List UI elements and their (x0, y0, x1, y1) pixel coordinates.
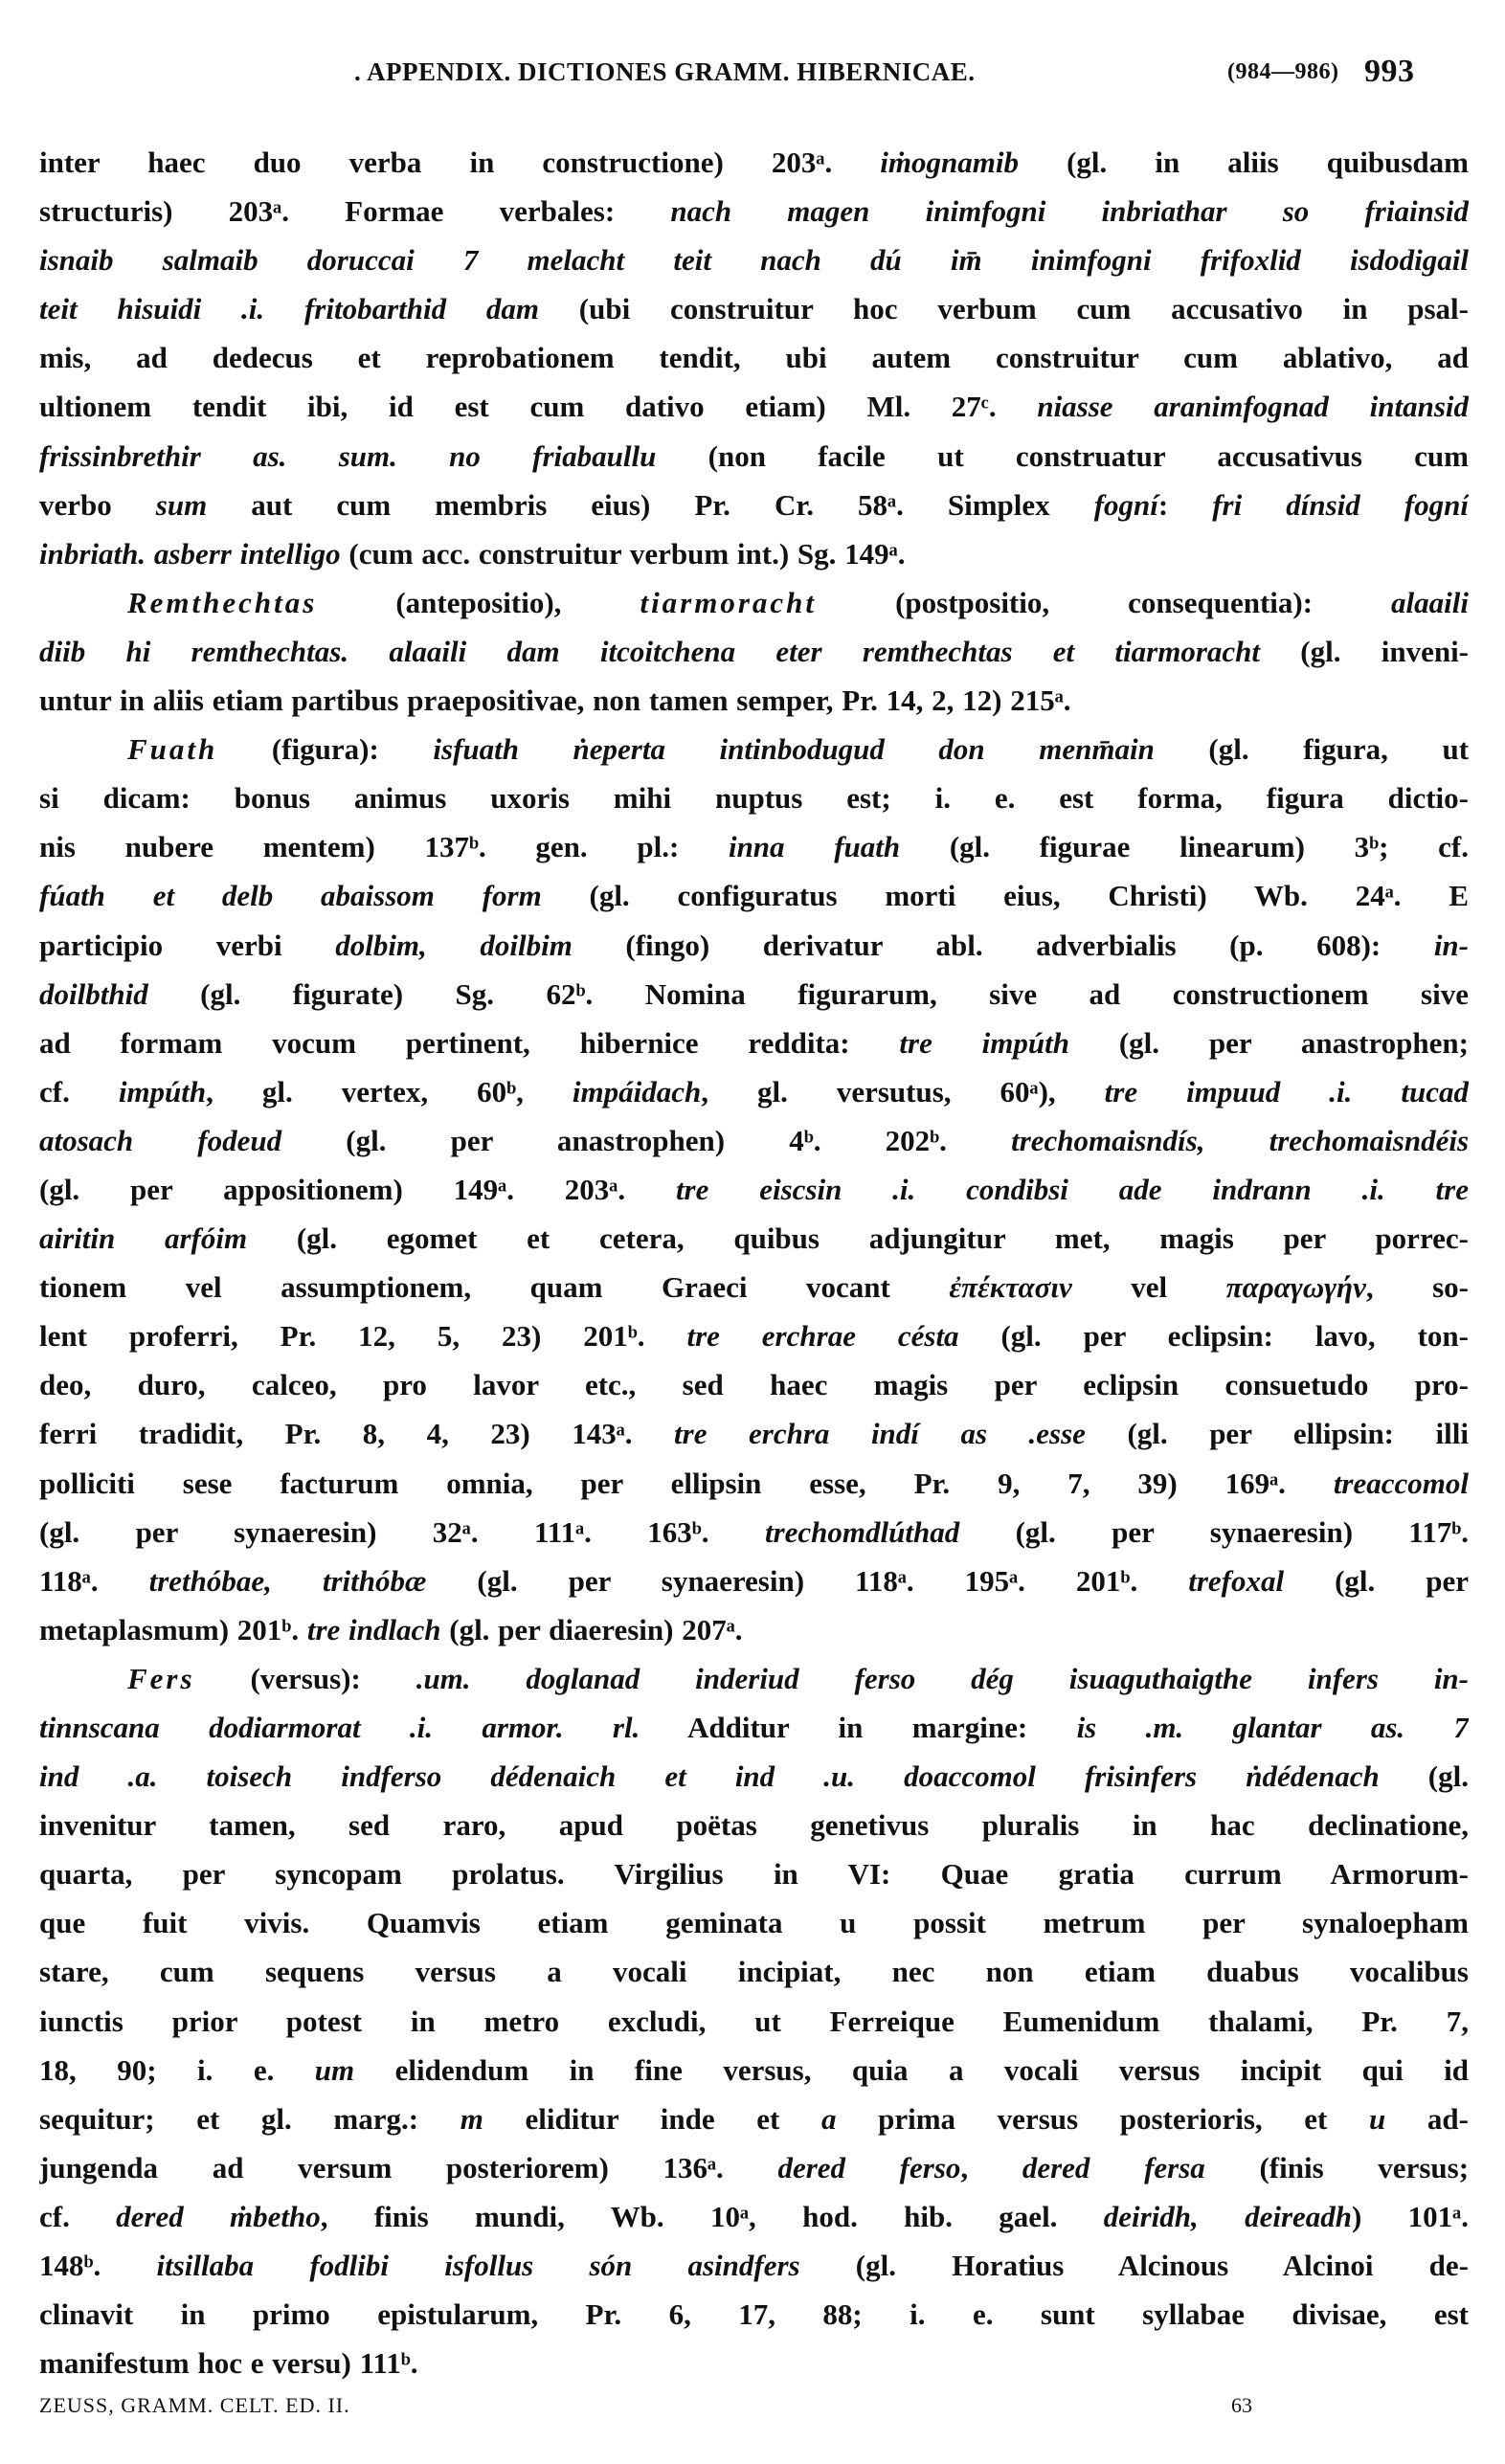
latin-text: jungenda ad versum posteriorem) 136ᵃ. (39, 2150, 778, 2184)
irish-term: dolbim, doilbim (335, 928, 573, 962)
text-line (39, 1947, 1469, 1996)
irish-term: a (820, 2101, 837, 2136)
irish-term: m (460, 2101, 483, 2136)
latin-text: lent proferri, Pr. 12, 5, 23) 201ᵇ. (39, 1319, 687, 1354)
irish-term: tre erchrae césta (686, 1319, 959, 1354)
text-line (39, 432, 1469, 481)
text-line (39, 187, 1469, 235)
text-line (39, 1116, 1469, 1165)
text-line (39, 1214, 1469, 1263)
latin-text: : (1157, 487, 1213, 522)
irish-term: trechomaisndís, trechomaisndéis (1011, 1123, 1469, 1157)
latin-text: , gl. versutus, 60ᵃ), (701, 1074, 1105, 1109)
text-line (39, 871, 1469, 920)
latin-text: (gl. configuratus morti eius, Christi) Wb. 24ᵃ. E (541, 879, 1469, 913)
text-line (39, 481, 1469, 529)
latin-text: 148ᵇ. (39, 2249, 157, 2283)
latin-text: ad formam vocum pertinent, hibernice reddita: (39, 1025, 900, 1060)
irish-term: inna fuath (728, 830, 901, 864)
text-line (39, 2143, 1469, 2192)
irish-term: teit hisuidi .i. fritobarthid dam (39, 292, 540, 326)
irish-term: trethóbae, trithóbæ (148, 1563, 427, 1598)
latin-text: cf. (39, 2199, 117, 2233)
latin-text: stare, cum sequens versus a vocali incipiat, nec non etiam duabus vocalibus (39, 1955, 1469, 1989)
irish-term: inbriath. asberr intelligo (39, 536, 341, 571)
section-range: (984—986) (1227, 59, 1339, 84)
latin-text: si dicam: bonus animus uxoris mihi nuptus est; i. e. est forma, figura dictio- (39, 781, 1469, 816)
text-line (39, 1849, 1469, 1898)
text-line (39, 2094, 1469, 2143)
latin-text: (cum acc. construitur verbum int.) Sg. 149ᵃ. (340, 536, 906, 571)
irish-term: deiridh, deireadh (1103, 2199, 1353, 2233)
latin-text: (gl. per ellipsin: illi (1085, 1417, 1469, 1451)
text-line (39, 529, 1469, 578)
latin-text: (gl. Horatius Alcinous Alcinoi de- (799, 2249, 1469, 2283)
text-line (39, 2046, 1469, 2094)
text-line (39, 1459, 1469, 1508)
irish-term: doilbthid (39, 976, 148, 1011)
footer-title: ZEUSS, GRAMM. CELT. ED. II. (39, 2393, 350, 2417)
irish-term: iṁognamib (880, 146, 1019, 179)
irish-term: isnaib salmaib doruccai 7 melacht teit nach dú im̄ inimfogni frifoxlid isdodigail (39, 243, 1469, 278)
irish-term: alaaili (1391, 585, 1469, 619)
latin-text: 18, 90; i. e. (39, 2052, 315, 2087)
latin-text: ferri tradidit, Pr. 8, 4, 23) 143ᵃ. (39, 1417, 675, 1451)
latin-text: (gl. per anastrophen) 4ᵇ. 202ᵇ. (281, 1123, 1012, 1157)
irish-term: tiarmoracht (640, 585, 818, 619)
latin-text: (gl. per synaeresin) 118ᵃ. 195ᵃ. 201ᵇ. (426, 1563, 1189, 1598)
running-header (0, 54, 1505, 96)
text-line (39, 2241, 1469, 2290)
irish-term: tre eiscsin .i. condibsi ade indrann .i. tre (675, 1172, 1469, 1206)
irish-term: um (314, 2052, 355, 2087)
latin-text: structuris) 203ᵃ. Formae verbales: (39, 194, 671, 229)
text-line (39, 725, 1469, 773)
text-line (39, 2192, 1469, 2241)
latin-text: (gl. per synaeresin) 117ᵇ. (959, 1514, 1469, 1549)
latin-text: (gl. per synaeresin) 32ᵃ. 111ᵃ. 163ᵇ. (39, 1514, 765, 1549)
irish-term: tre indlach (306, 1612, 441, 1646)
text-line (39, 1557, 1469, 1605)
text-line (39, 676, 1469, 725)
text-line (39, 138, 1469, 187)
latin-text: tionem vel assumptionem, quam Graeci vocant (39, 1270, 950, 1305)
latin-text: (non facile ut construatur accusativus cum (656, 438, 1469, 473)
latin-text: invenitur tamen, sed raro, apud poëtas genetivus pluralis in hac declinatione, (39, 1808, 1469, 1843)
text-line (39, 1263, 1469, 1311)
latin-text: verbo (39, 487, 156, 522)
text-line (39, 2290, 1469, 2339)
latin-text: sequitur; et gl. marg.: (39, 2101, 460, 2136)
text-line (39, 1165, 1469, 1214)
text-line (39, 1508, 1469, 1557)
running-title: . APPENDIX. DICTIONES GRAMM. HIBERNICAE. (354, 57, 976, 86)
latin-text: ad- (1385, 2101, 1469, 2136)
latin-text: , finis mundi, Wb. 10ᵃ, hod. hib. gael. (320, 2199, 1104, 2233)
text-line (39, 2339, 1469, 2387)
irish-term: tre impúth (899, 1025, 1069, 1060)
text-line (39, 1898, 1469, 1947)
latin-text: deo, duro, calceo, pro lavor etc., sed haec magis per eclipsin consuetudo pro- (39, 1368, 1469, 1402)
text-line (39, 1605, 1469, 1654)
text-line (39, 970, 1469, 1019)
irish-term: trefoxal (1188, 1563, 1285, 1598)
irish-term: impúth (118, 1074, 207, 1109)
irish-term: tre erchra indí as .esse (674, 1417, 1086, 1451)
latin-text: (gl. figurae linearum) 3ᵇ; cf. (900, 830, 1469, 864)
latin-text: eliditur inde et (483, 2101, 821, 2136)
text-line (39, 1752, 1469, 1801)
body-text (39, 138, 1469, 2387)
latin-text: (postpositio, consequentia): (817, 585, 1392, 619)
latin-text: (gl. per (1284, 1563, 1469, 1598)
latin-text: (gl. in aliis quibusdam (1019, 146, 1469, 179)
irish-term: dered ferso (777, 2150, 961, 2184)
latin-text: metaplasmum) 201ᵇ. (39, 1612, 307, 1646)
latin-text: (versus): (194, 1661, 416, 1695)
irish-term: fogní (1093, 487, 1158, 522)
text-line (39, 1311, 1469, 1360)
text-line (39, 773, 1469, 822)
latin-text: , so- (1365, 1270, 1469, 1305)
text-line (39, 284, 1469, 333)
irish-term: dered fersa (1022, 2150, 1205, 2184)
irish-term: atosach fodeud (39, 1123, 282, 1157)
irish-term: trechomdlúthad (764, 1514, 960, 1549)
text-line (39, 627, 1469, 676)
irish-term: in- (1433, 928, 1469, 962)
irish-term: diib hi remthechtas. alaaili dam itcoitchena eter remthechtas et tiarmoracht (39, 634, 1261, 668)
text-line (39, 1067, 1469, 1116)
irish-term: fúath et delb abaissom form (39, 879, 542, 913)
latin-text: untur in aliis etiam partibus praepositivae, non tamen semper, Pr. 14, 2, 12) 215ᵃ. (39, 683, 1071, 718)
text-line (39, 1997, 1469, 2046)
latin-text: (figura): (217, 732, 434, 767)
text-line (39, 1703, 1469, 1752)
latin-text: (antepositio), (317, 585, 640, 619)
text-line (39, 921, 1469, 970)
latin-text: (gl. figurate) Sg. 62ᵇ. Nomina figurarum, sive ad constructionem sive (147, 976, 1469, 1011)
irish-term: ind .a. toisech indferso dédenaich et ind .u. doaccomol frisinfers ṅdédenach (39, 1759, 1380, 1794)
irish-term: tinnscana dodiarmorat .i. armor. rl. (39, 1711, 640, 1744)
latin-text: (gl. per eclipsin: lavo, ton- (958, 1319, 1469, 1354)
latin-text: (gl. per diaeresin) 207ᵃ. (440, 1612, 743, 1646)
irish-term: impáidach (572, 1074, 702, 1109)
text-line (39, 1019, 1469, 1067)
irish-term: u (1369, 2101, 1386, 2136)
irish-term: Fers (127, 1661, 195, 1695)
irish-term: παραγωγήν (1225, 1270, 1366, 1305)
irish-term: niasse aranimfognad intansid (1037, 390, 1469, 424)
latin-text: ultionem tendit ibi, id est cum dativo etiam) Ml. 27ᶜ. (39, 390, 1038, 424)
latin-text: vel (1071, 1270, 1226, 1305)
signature-mark: 63 (1231, 2393, 1252, 2417)
irish-term: airitin arfóim (39, 1221, 248, 1256)
page-footer (39, 2393, 1469, 2428)
latin-text: (finis versus; (1204, 2150, 1469, 2184)
latin-text: participio verbi (39, 928, 336, 962)
text-line (39, 1360, 1469, 1409)
latin-text: prima versus posterioris, et (836, 2101, 1370, 2136)
latin-text: (fingo) derivatur abl. adverbialis (p. 608): (572, 928, 1434, 962)
latin-text: cf. (39, 1074, 119, 1109)
latin-text: , (960, 2150, 1022, 2184)
text-line (39, 333, 1469, 382)
latin-text: iunctis prior potest in metro excludi, ut Ferreique Eumenidum thalami, Pr. 7, (39, 2004, 1469, 2038)
latin-text: manifestum hoc e versu) 111ᵇ. (39, 2346, 418, 2381)
irish-term: frissinbrethir as. sum. no friabaullu (39, 438, 657, 473)
irish-term: itsillaba fodlibi isfollus són asindfers (156, 2249, 800, 2283)
latin-text: (gl. per anastrophen; (1069, 1025, 1469, 1060)
latin-text: 118ᵃ. (39, 1563, 149, 1598)
latin-text: (ubi construitur hoc verbum cum accusativo in psal- (539, 292, 1469, 326)
latin-text: mis, ad dedecus et reprobationem tendit, ubi autem construitur cum ablativo, ad (39, 341, 1469, 375)
latin-text: (gl. (1379, 1759, 1469, 1794)
latin-text: ) 101ᵃ. (1352, 2199, 1469, 2233)
latin-text: clinavit in primo epistularum, Pr. 6, 17, 88; i. e. sunt syllabae divisae, est (39, 2297, 1469, 2332)
irish-term: dered ṁbetho (116, 2199, 321, 2233)
irish-term: Fuath (127, 732, 218, 767)
irish-term: tre impuud .i. tucad (1104, 1074, 1469, 1109)
text-line (39, 1801, 1469, 1849)
latin-text: (gl. figura, ut (1154, 732, 1469, 767)
latin-text: elidendum in fine versus, quia a vocali versus incipit qui id (354, 2052, 1469, 2087)
text-line (39, 578, 1469, 627)
irish-term: Remthechtas (127, 585, 318, 619)
irish-term: is .m. glantar as. 7 (1076, 1711, 1469, 1744)
text-line (39, 1409, 1469, 1458)
page-number: 993 (1364, 54, 1415, 89)
irish-term: .um. doglanad inderiud ferso dég isuaguthaigthe infers in- (416, 1661, 1469, 1695)
latin-text: (gl. inveni- (1260, 634, 1469, 668)
irish-term: sum (155, 487, 208, 522)
latin-text: quarta, per syncopam prolatus. Virgilius in VI: Quae gratia currum Armorum- (39, 1857, 1469, 1892)
latin-text: (gl. egomet et cetera, quibus adjungitur met, magis per porrec- (247, 1221, 1469, 1256)
irish-term: fri dínsid fogní (1212, 487, 1469, 522)
latin-text: (gl. per appositionem) 149ᵃ. 203ᵃ. (39, 1172, 676, 1206)
text-line (39, 822, 1469, 871)
latin-text: , gl. vertex, 60ᵇ, (206, 1074, 573, 1109)
latin-text: inter haec duo verba in constructione) 203ᵃ. (39, 146, 881, 179)
irish-term: treaccomol (1333, 1466, 1469, 1500)
latin-text: polliciti sese facturum omnia, per ellipsin esse, Pr. 9, 7, 39) 169ᵃ. (39, 1466, 1334, 1500)
latin-text: aut cum membris eius) Pr. Cr. 58ᵃ. Simplex (207, 487, 1094, 522)
irish-term: ἐπέκτασιν (949, 1270, 1072, 1305)
latin-text: nis nubere mentem) 137ᵇ. gen. pl.: (39, 830, 729, 864)
text-line (39, 235, 1469, 284)
latin-text: Additur in margine: (640, 1711, 1077, 1744)
text-line (39, 1654, 1469, 1703)
latin-text: que fuit vivis. Quamvis etiam geminata u possit metrum per synaloepham (39, 1906, 1469, 1940)
text-line (39, 382, 1469, 431)
irish-term: nach magen inimfogni inbriathar so friainsid (670, 194, 1469, 229)
irish-term: isfuath ṅeperta intinbodugud don menm̄ain (433, 732, 1155, 767)
